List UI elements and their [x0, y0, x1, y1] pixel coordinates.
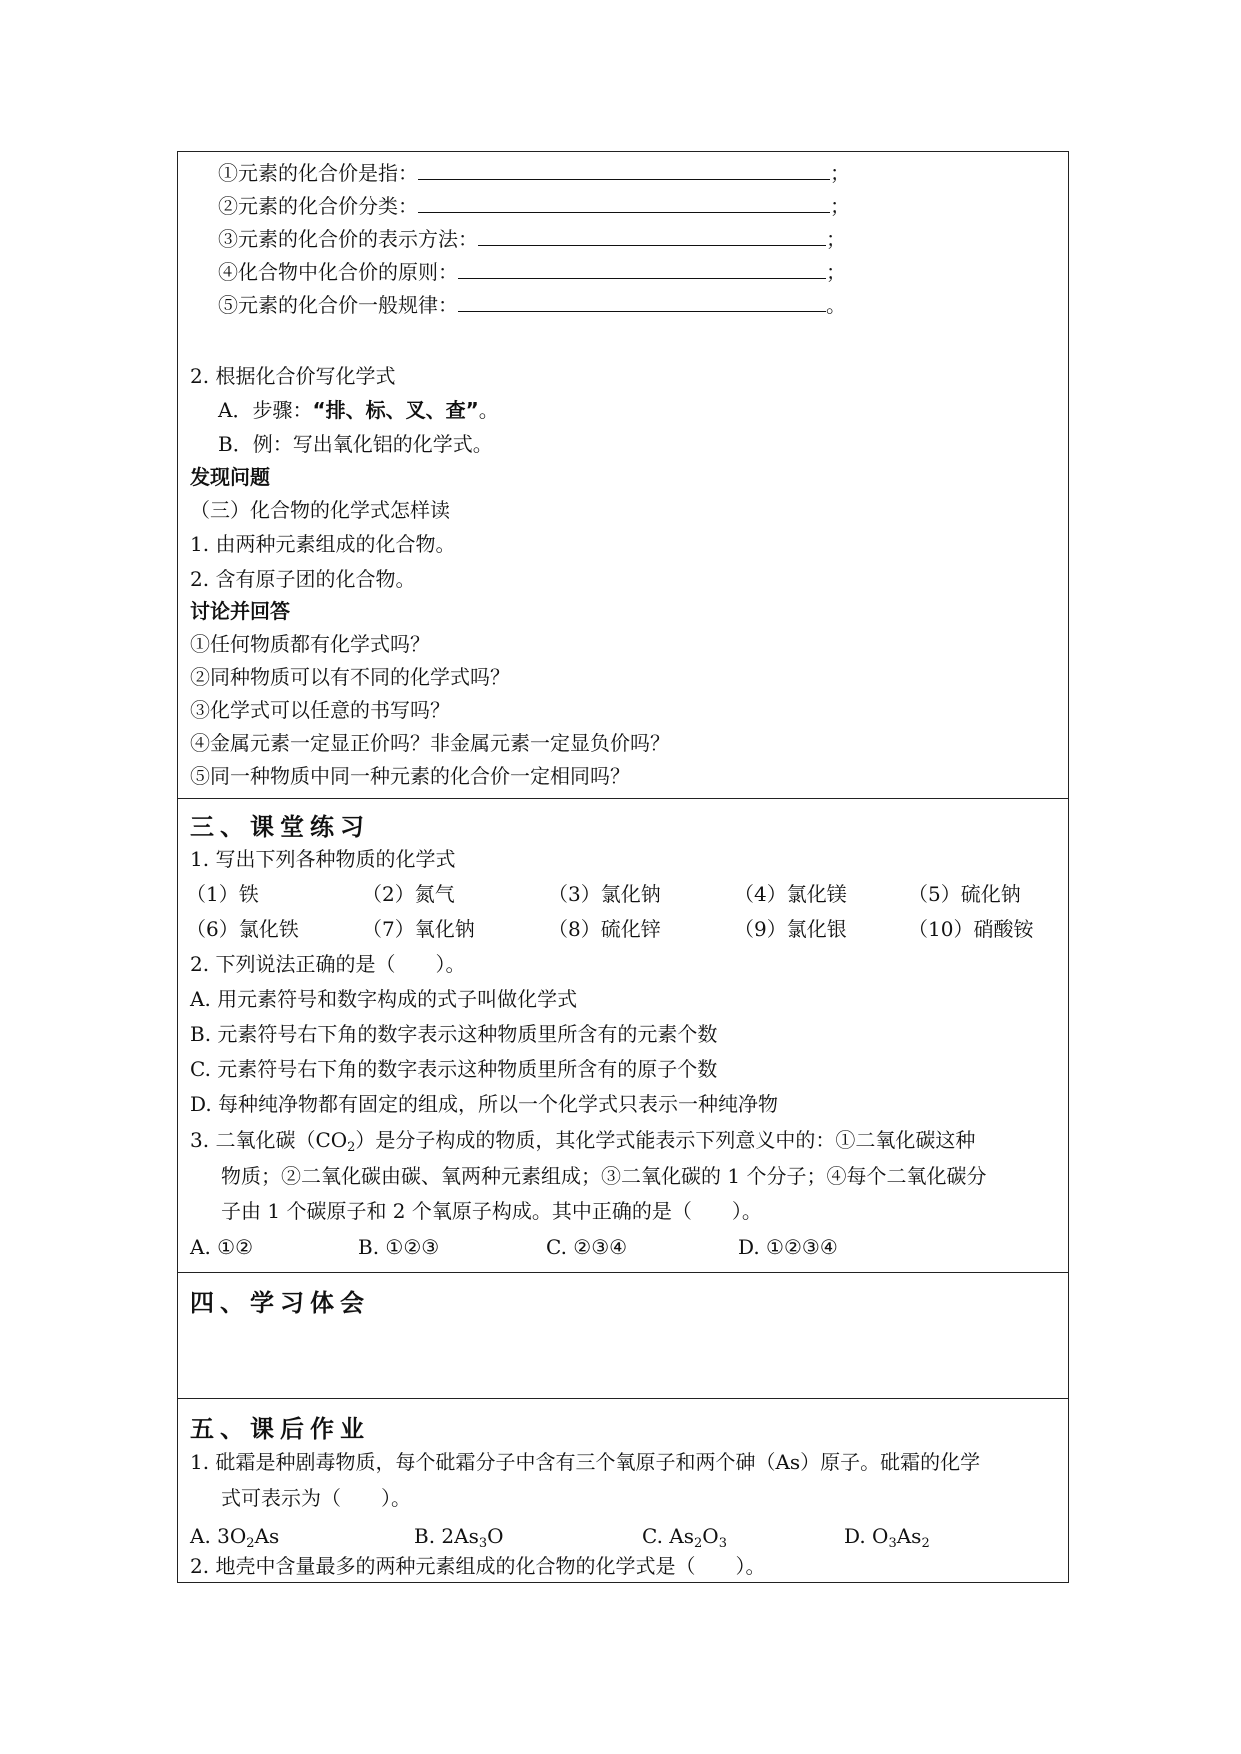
step-a	[218, 397, 499, 423]
homework-section	[178, 1398, 1068, 1583]
q3-option-b: B. ①②③	[358, 1235, 440, 1259]
homework-q2: 2. 地壳中含量最多的两种元素组成的化合物的化学式是（ ）。	[190, 1554, 766, 1578]
step-a-end: 。	[478, 398, 499, 422]
hw-option-text: O	[702, 1524, 719, 1548]
hw-option-d	[844, 1523, 930, 1557]
discover-item: 2. 含有原子团的化合物。	[190, 567, 416, 591]
valence-item	[218, 259, 846, 285]
discuss-item: ②同种物质可以有不同的化学式吗？	[190, 665, 510, 689]
q3-text: ）是分子构成的物质，其化学式能表示下列意义中的：①二氧化碳这种	[355, 1128, 976, 1152]
substance-item: （5）硫化钠	[908, 882, 1021, 906]
discuss-item: ①任何物质都有化学式吗？	[190, 632, 430, 656]
step-a-prefix: A．步骤：	[218, 398, 313, 422]
q3-text: 3. 二氧化碳（CO	[190, 1128, 348, 1152]
substance-item: （3）氯化钠	[548, 882, 661, 906]
hw-option-sub: 3	[478, 1536, 488, 1551]
reflect-section	[178, 1272, 1068, 1399]
valence-item-end: ；	[826, 260, 846, 284]
valence-item	[218, 160, 850, 186]
fill-blank[interactable]	[418, 161, 830, 180]
write-formula-title: 2. 根据化合价写化学式	[190, 364, 396, 388]
valence-item-end: ；	[826, 227, 846, 251]
valence-item-label: ③元素的化合价的表示方法：	[218, 227, 478, 251]
practice-q3-line1	[190, 1127, 975, 1161]
valence-item	[218, 193, 850, 219]
hw-option-c	[642, 1523, 727, 1557]
valence-item-label: ①元素的化合价是指：	[218, 161, 418, 185]
q2-option-a: A. 用元素符号和数字构成的式子叫做化学式	[190, 987, 578, 1011]
q2-option-c: C. 元素符号右下角的数字表示这种物质里所含有的原子个数	[190, 1057, 718, 1081]
q2-option-d: D. 每种纯净物都有固定的组成，所以一个化学式只表示一种纯净物	[190, 1092, 779, 1116]
hw-option-text: As	[896, 1524, 922, 1548]
substance-item: （8）硫化锌	[548, 917, 661, 941]
substance-item: （10）硝酸铵	[908, 917, 1034, 941]
discover-subheading: （三）化合物的化学式怎样读	[190, 498, 450, 522]
discuss-item: ④金属元素一定显正价吗？非金属元素一定显负价吗？	[190, 731, 670, 755]
q2-option-b: B. 元素符号右下角的数字表示这种物质里所含有的元素个数	[190, 1022, 718, 1046]
practice-heading: 三、课堂练习	[190, 813, 370, 841]
hw-option-text: C. As	[642, 1524, 695, 1548]
practice-q1: 1. 写出下列各种物质的化学式	[190, 847, 456, 871]
step-b: B．例：写出氧化铝的化学式。	[218, 432, 493, 456]
valence-item-end: ；	[830, 161, 850, 185]
homework-heading: 五、课后作业	[190, 1415, 370, 1443]
substance-item: （7）氧化钠	[362, 917, 475, 941]
fill-blank[interactable]	[458, 293, 826, 312]
hw-option-sub: 2	[694, 1536, 703, 1551]
valence-item-label: ⑤元素的化合价一般规律：	[218, 293, 458, 317]
practice-section	[178, 798, 1068, 1273]
hw-option-b	[414, 1523, 504, 1557]
hw-option-sub: 2	[246, 1536, 255, 1551]
hw-option-text: As	[254, 1524, 280, 1548]
q3-option-d: D. ①②③④	[738, 1235, 838, 1259]
homework-q1-line2: 式可表示为（ ）。	[221, 1486, 411, 1510]
substance-item: （6）氯化铁	[186, 917, 299, 941]
substance-item: （9）氯化银	[734, 917, 847, 941]
substance-item: （1）铁	[186, 882, 259, 906]
hw-option-text: B. 2As	[414, 1524, 479, 1548]
discuss-item: ⑤同一种物质中同一种元素的化合价一定相同吗？	[190, 764, 630, 788]
practice-q3-line2: 物质；②二氧化碳由碳、氧两种元素组成；③二氧化碳的 1 个分子；④每个二氧化碳分	[221, 1164, 987, 1188]
q3-option-c: C. ②③④	[546, 1235, 628, 1259]
substance-item: （4）氯化镁	[734, 882, 847, 906]
valence-item	[218, 226, 846, 252]
q3-option-a: A. ①②	[190, 1235, 254, 1259]
hw-option-sub: 2	[921, 1536, 930, 1551]
hw-option-text: O	[487, 1524, 504, 1548]
discover-item: 1. 由两种元素组成的化合物。	[190, 532, 456, 556]
valence-item	[218, 292, 846, 318]
fill-blank[interactable]	[418, 194, 830, 213]
discover-heading: 发现问题	[190, 465, 270, 489]
q3-subscript: 2	[347, 1140, 356, 1155]
homework-q1-line1: 1. 砒霜是种剧毒物质，每个砒霜分子中含有三个氧原子和两个砷（As）原子。砒霜的化学	[190, 1450, 981, 1474]
valence-item-end: ；	[830, 194, 850, 218]
reflect-heading: 四、学习体会	[190, 1289, 370, 1317]
discuss-heading: 讨论并回答	[190, 599, 290, 623]
substance-item: （2）氮气	[362, 882, 455, 906]
hw-option-text: D. O	[844, 1524, 889, 1548]
practice-q3-line3: 子由 1 个碳原子和 2 个氧原子构成。其中正确的是（ ）。	[221, 1199, 762, 1223]
hw-option-sub: 3	[888, 1536, 897, 1551]
valence-item-label: ④化合物中化合价的原则：	[218, 260, 458, 284]
worksheet-table	[177, 151, 1069, 1583]
valence-item-end: 。	[826, 293, 846, 317]
fill-blank[interactable]	[478, 227, 826, 246]
practice-q2: 2. 下列说法正确的是（ ）。	[190, 952, 466, 976]
hw-option-a	[190, 1523, 279, 1557]
hw-option-text: A. 3O	[190, 1524, 247, 1548]
discuss-item: ③化学式可以任意的书写吗？	[190, 698, 450, 722]
valence-item-label: ②元素的化合价分类：	[218, 194, 418, 218]
fill-blank[interactable]	[458, 260, 826, 279]
step-a-keywords: “排、标、叉、查”	[312, 398, 479, 422]
hw-option-sub: 3	[718, 1536, 727, 1551]
